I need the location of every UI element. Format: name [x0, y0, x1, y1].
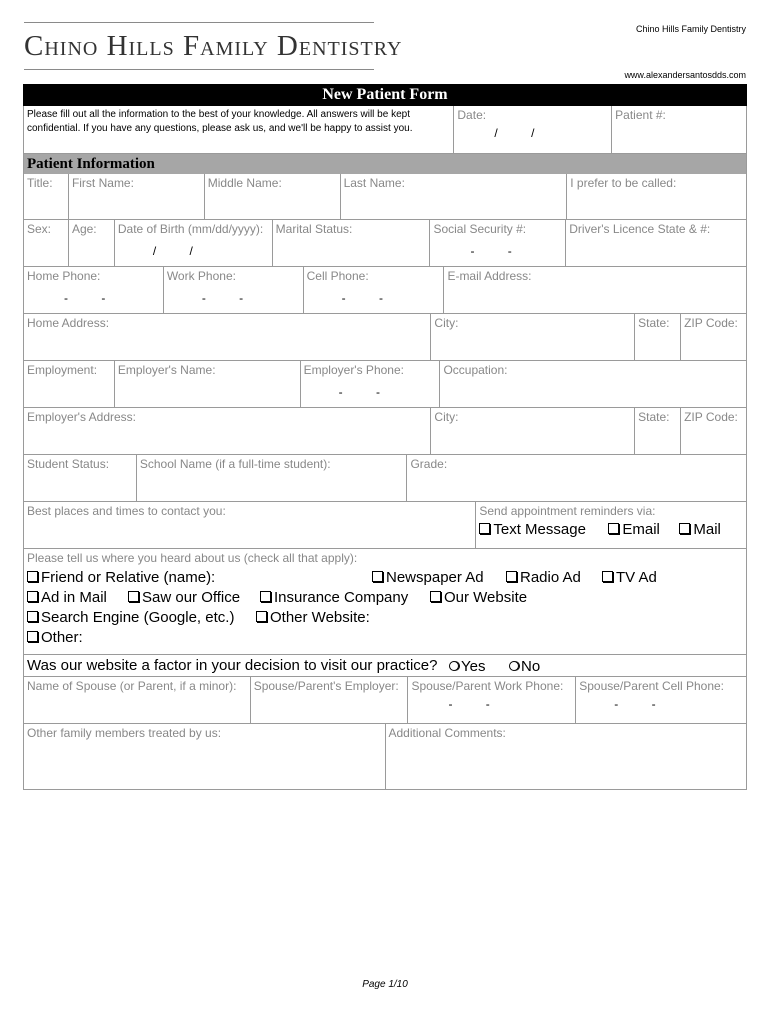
checkbox-icon[interactable] — [27, 591, 38, 602]
new-patient-form — [23, 84, 747, 790]
state-label: State: — [638, 316, 670, 330]
dob-label: Date of Birth (mm/dd/yyyy): — [117, 222, 264, 236]
home-address-label: Home Address: — [27, 316, 110, 330]
newspaper-option[interactable]: Newspaper Ad — [372, 569, 484, 586]
employer-name-field[interactable] — [115, 361, 301, 407]
our-website-option[interactable]: Our Website — [430, 589, 527, 606]
employment-label: Employment: — [27, 363, 98, 377]
date-separator: / / — [494, 126, 535, 140]
checkbox-icon[interactable] — [479, 523, 490, 534]
checkbox-icon[interactable] — [506, 571, 517, 582]
spouse-employer-field[interactable] — [251, 677, 409, 723]
employer-phone-field[interactable] — [301, 361, 441, 407]
middle-name-field[interactable] — [205, 174, 341, 219]
intro-cell — [24, 106, 454, 153]
city-label: City: — [434, 316, 459, 330]
reminders-field — [476, 502, 747, 548]
school-name-label: School Name (if a full-time student): — [139, 457, 331, 471]
student-status-field[interactable] — [24, 455, 137, 501]
ssn-field[interactable] — [430, 220, 566, 266]
home-phone-label: Home Phone: — [27, 269, 101, 283]
intro-text: Please fill out all the information to the best of your knowledge. All answers will be kept confidential. If you have any questions, please ask us, and we'll be happy to assist you. — [27, 109, 413, 134]
drivers-licence-field[interactable] — [566, 220, 747, 266]
spouse-name-field[interactable] — [24, 677, 251, 723]
home-phone-field[interactable] — [24, 267, 164, 313]
last-name-label: Last Name: — [343, 176, 405, 190]
patient-number-field[interactable] — [612, 106, 747, 153]
spouse-name-label: Name of Spouse (or Parent, if a minor): — [27, 679, 237, 693]
patient-number-label: Patient #: — [615, 108, 666, 122]
grade-field[interactable] — [407, 455, 747, 501]
website-question: Was our website a factor in your decision to visit our practice? — [27, 657, 438, 674]
referral-label: Please tell us where you heard about us (check all that apply): — [27, 551, 358, 565]
employer-address-label: Employer's Address: — [27, 410, 137, 424]
employer-address-row — [23, 408, 747, 455]
date-field[interactable] — [454, 106, 612, 153]
employer-city-label: City: — [434, 410, 459, 424]
website-question-row — [23, 655, 747, 677]
spouse-work-phone-field[interactable] — [408, 677, 576, 723]
radio-icon[interactable] — [449, 661, 459, 671]
age-label: Age: — [71, 222, 97, 236]
checkbox-icon[interactable] — [256, 611, 267, 622]
preferred-name-field[interactable] — [567, 174, 747, 219]
employer-zip-field[interactable] — [681, 408, 747, 454]
comments-field[interactable] — [386, 724, 748, 789]
dob-separator: / / — [152, 244, 193, 258]
employer-zip-label: ZIP Code: — [684, 410, 738, 424]
checkbox-icon[interactable] — [602, 571, 613, 582]
employer-city-field[interactable] — [431, 408, 635, 454]
employer-name-label: Employer's Name: — [117, 363, 216, 377]
home-phone-separator: - - — [64, 291, 106, 305]
other-website-option[interactable]: Other Website: — [256, 609, 370, 626]
marital-status-label: Marital Status: — [275, 222, 353, 236]
page-number: Page 1/10 — [362, 979, 408, 990]
referral-source-section — [23, 549, 747, 655]
email-label: E-mail Address: — [447, 269, 532, 283]
grade-label: Grade: — [410, 457, 448, 471]
work-phone-label: Work Phone: — [166, 269, 236, 283]
reminder-mail-option[interactable]: Mail — [679, 521, 721, 538]
employer-phone-label: Employer's Phone: — [303, 363, 404, 377]
website-no-option[interactable]: No — [509, 658, 540, 675]
first-name-label: First Name: — [71, 176, 134, 190]
friend-option[interactable]: Friend or Relative (name): — [27, 569, 215, 586]
checkbox-icon[interactable] — [430, 591, 441, 602]
middle-name-label: Middle Name: — [207, 176, 282, 190]
ssn-label: Social Security #: — [433, 222, 527, 236]
phones-row — [23, 267, 747, 314]
other-option[interactable]: Other: — [27, 629, 83, 646]
saw-office-option[interactable]: Saw our Office — [128, 589, 240, 606]
occupation-field[interactable] — [440, 361, 747, 407]
employment-field[interactable] — [24, 361, 115, 407]
checkbox-icon[interactable] — [372, 571, 383, 582]
checkbox-icon[interactable] — [27, 571, 38, 582]
last-name-field[interactable] — [341, 174, 568, 219]
checkbox-icon[interactable] — [260, 591, 271, 602]
cell-phone-field[interactable] — [304, 267, 445, 313]
spouse-employer-label: Spouse/Parent's Employer: — [253, 679, 399, 693]
work-phone-separator: - - — [201, 291, 244, 305]
contact-row — [23, 502, 747, 549]
employer-phone-separator: - - — [338, 385, 380, 399]
form-title: New Patient Form — [23, 84, 747, 106]
age-field[interactable] — [69, 220, 115, 266]
city-field[interactable] — [431, 314, 635, 360]
cell-phone-separator: - - — [341, 291, 383, 305]
patient-info-section-title: Patient Information — [23, 154, 747, 174]
website-yes-option[interactable]: Yes — [449, 658, 485, 675]
checkbox-icon[interactable] — [608, 523, 619, 534]
zip-field[interactable] — [681, 314, 747, 360]
best-contact-field[interactable] — [24, 502, 476, 548]
occupation-label: Occupation: — [443, 363, 508, 377]
reminders-label: Send appointment reminders via: — [479, 504, 656, 518]
search-engine-option[interactable]: Search Engine (Google, etc.) — [27, 609, 234, 626]
checkbox-icon[interactable] — [679, 523, 690, 534]
spouse-cell-phone-label: Spouse/Parent Cell Phone: — [579, 679, 724, 693]
title-label: Title: — [27, 176, 53, 190]
preferred-name-label: I prefer to be called: — [570, 176, 677, 190]
checkbox-icon[interactable] — [128, 591, 139, 602]
title-field[interactable] — [24, 174, 69, 219]
dob-field[interactable] — [115, 220, 273, 266]
tv-option[interactable]: TV Ad — [602, 569, 657, 586]
ad-in-mail-option[interactable]: Ad in Mail — [27, 589, 107, 606]
cell-phone-label: Cell Phone: — [306, 269, 369, 283]
comments-label: Additional Comments: — [388, 726, 506, 740]
practice-logo: Chino Hills Family Dentistry — [24, 30, 403, 62]
radio-option[interactable]: Radio Ad — [506, 569, 581, 586]
checkbox-icon[interactable] — [27, 611, 38, 622]
checkbox-icon[interactable] — [27, 631, 38, 642]
work-phone-field[interactable] — [164, 267, 304, 313]
header-practice-name: Chino Hills Family Dentistry — [635, 24, 746, 34]
reminder-email-option[interactable]: Email — [608, 521, 660, 538]
marital-status-field[interactable] — [273, 220, 431, 266]
logo-top-rule — [24, 22, 374, 23]
home-address-row — [23, 314, 747, 361]
family-members-field[interactable] — [24, 724, 386, 789]
employer-state-label: State: — [638, 410, 670, 424]
intro-row — [23, 106, 747, 154]
school-name-field[interactable] — [137, 455, 408, 501]
spouse-work-phone-label: Spouse/Parent Work Phone: — [411, 679, 564, 693]
family-comments-row — [23, 724, 747, 790]
state-field[interactable] — [635, 314, 681, 360]
spouse-work-phone-separator: - - — [448, 697, 490, 711]
best-contact-label: Best places and times to contact you: — [27, 504, 226, 518]
drivers-licence-label: Driver's Licence State & #: — [569, 222, 711, 236]
insurance-option[interactable]: Insurance Company — [260, 589, 408, 606]
home-address-field[interactable] — [24, 314, 431, 360]
sex-field[interactable] — [24, 220, 69, 266]
spouse-cell-phone-field[interactable] — [576, 677, 747, 723]
ssn-separator: - - — [470, 244, 512, 258]
email-field[interactable] — [444, 267, 747, 313]
logo-bottom-rule — [24, 69, 374, 70]
first-name-field[interactable] — [69, 174, 205, 219]
sex-label: Sex: — [27, 222, 52, 236]
family-members-label: Other family members treated by us: — [27, 726, 222, 740]
name-row — [23, 174, 747, 220]
spouse-cell-phone-separator: - - — [614, 697, 656, 711]
header-website: www.alexandersantosdds.com — [624, 70, 746, 80]
date-label: Date: — [457, 108, 487, 122]
student-status-label: Student Status: — [27, 457, 110, 471]
zip-label: ZIP Code: — [684, 316, 738, 330]
employment-row — [23, 361, 747, 408]
spouse-row — [23, 677, 747, 724]
student-row — [23, 455, 747, 502]
demographics-row — [23, 220, 747, 267]
employer-address-field[interactable] — [24, 408, 431, 454]
radio-icon[interactable] — [509, 661, 519, 671]
reminder-text-option[interactable]: Text Message — [479, 521, 586, 538]
employer-state-field[interactable] — [635, 408, 681, 454]
